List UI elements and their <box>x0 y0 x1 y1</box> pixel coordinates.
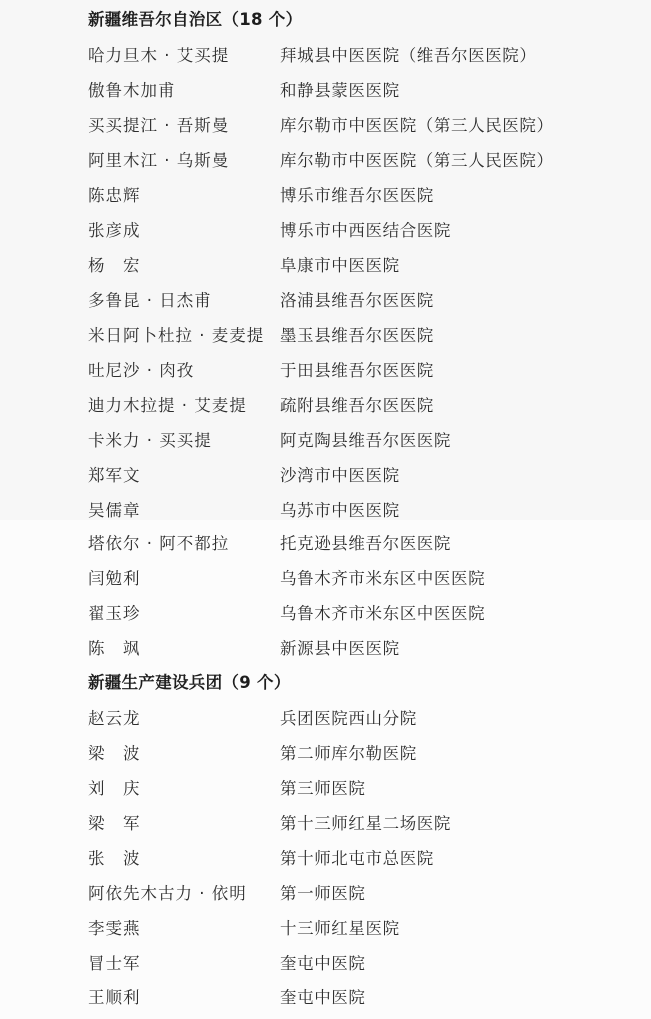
hospital-name: 第十师北屯市总医院 <box>280 849 434 868</box>
list-item <box>0 357 651 391</box>
hospital-name: 库尔勒市中医医院（第三人民医院） <box>280 151 554 170</box>
list-item <box>0 147 651 181</box>
doctor-name: 赵云龙 <box>88 709 141 728</box>
doctor-name: 阿依先木古力 · 依明 <box>88 884 247 903</box>
doctor-name: 哈力旦木 · 艾买提 <box>88 46 230 65</box>
hospital-name: 乌鲁木齐市米东区中医医院 <box>280 569 486 588</box>
hospital-name: 第一师医院 <box>280 884 366 903</box>
hospital-name: 于田县维吾尔医医院 <box>280 361 434 380</box>
doctor-name: 买买提江 · 吾斯曼 <box>88 116 230 135</box>
doctor-name: 卡米力 · 买买提 <box>88 431 212 450</box>
hospital-name: 第十三师红星二场医院 <box>280 814 451 833</box>
section-title-xinjiang: 新疆维吾尔自治区（18 个） <box>88 10 303 29</box>
list-item <box>0 77 651 111</box>
doctor-name: 陈忠辉 <box>88 186 141 205</box>
hospital-name: 第三师医院 <box>280 779 366 798</box>
hospital-name: 新源县中医医院 <box>280 639 400 658</box>
hospital-name: 奎屯中医院 <box>280 988 366 1007</box>
doctor-name: 翟玉珍 <box>88 604 141 623</box>
hospital-name: 乌鲁木齐市米东区中医医院 <box>280 604 486 623</box>
doctor-name: 李雯燕 <box>88 919 141 938</box>
list-item <box>0 810 651 844</box>
list-item <box>0 915 651 949</box>
hospital-name: 第二师库尔勒医院 <box>280 744 417 763</box>
hospital-name: 墨玉县维吾尔医医院 <box>280 326 434 345</box>
doctor-name: 梁 波 <box>88 744 141 763</box>
doctor-name: 吴儒章 <box>88 501 141 520</box>
list-item <box>0 705 651 739</box>
doctor-name: 米日阿卜杜拉 · 麦麦提 <box>88 326 265 345</box>
section-title-bingtuan: 新疆生产建设兵团（9 个） <box>88 673 291 692</box>
list-item <box>0 462 651 496</box>
list-item <box>0 217 651 251</box>
list-item <box>0 984 651 1018</box>
list-item <box>0 322 651 356</box>
hospital-name: 洛浦县维吾尔医医院 <box>280 291 434 310</box>
doctor-name: 杨 宏 <box>88 256 141 275</box>
list-item <box>0 600 651 634</box>
doctor-name: 闫勉利 <box>88 569 141 588</box>
hospital-name: 阿克陶县维吾尔医医院 <box>280 431 451 450</box>
doctor-name: 刘 庆 <box>88 779 141 798</box>
list-item <box>0 740 651 774</box>
hospital-name: 兵团医院西山分院 <box>280 709 417 728</box>
doctor-name: 阿里木江 · 乌斯曼 <box>88 151 230 170</box>
hospital-name: 十三师红星医院 <box>280 919 400 938</box>
doctor-name: 王顺利 <box>88 988 141 1007</box>
doctor-name: 傲鲁木加甫 <box>88 81 176 100</box>
list-item <box>0 497 651 531</box>
doctor-name: 冒士军 <box>88 954 141 973</box>
doctor-name: 陈 飒 <box>88 639 141 658</box>
hospital-name: 博乐市中西医结合医院 <box>280 221 451 240</box>
list-item <box>0 845 651 879</box>
list-item <box>0 42 651 76</box>
hospital-name: 博乐市维吾尔医医院 <box>280 186 434 205</box>
list-item <box>0 880 651 914</box>
hospital-name: 疏附县维吾尔医医院 <box>280 396 434 415</box>
list-item <box>0 112 651 146</box>
doctor-name: 塔依尔 · 阿不都拉 <box>88 534 230 553</box>
doctor-name: 迪力木拉提 · 艾麦提 <box>88 396 247 415</box>
list-item <box>0 287 651 321</box>
hospital-name: 拜城县中医医院（维吾尔医医院） <box>280 46 537 65</box>
hospital-name: 托克逊县维吾尔医医院 <box>280 534 451 553</box>
list-item <box>0 950 651 984</box>
list-item <box>0 182 651 216</box>
list-item <box>0 635 651 669</box>
list-item <box>0 392 651 426</box>
hospital-name: 奎屯中医院 <box>280 954 366 973</box>
list-item <box>0 565 651 599</box>
list-item <box>0 427 651 461</box>
hospital-name: 和静县蒙医医院 <box>280 81 400 100</box>
hospital-name: 乌苏市中医医院 <box>280 501 400 520</box>
doctor-name: 张彦成 <box>88 221 141 240</box>
hospital-name: 库尔勒市中医医院（第三人民医院） <box>280 116 554 135</box>
doctor-name: 梁 军 <box>88 814 141 833</box>
hospital-name: 沙湾市中医医院 <box>280 466 400 485</box>
list-item <box>0 775 651 809</box>
doctor-name: 吐尼沙 · 肉孜 <box>88 361 195 380</box>
list-item <box>0 252 651 286</box>
doctor-name: 郑军文 <box>88 466 141 485</box>
list-item <box>0 530 651 564</box>
hospital-name: 阜康市中医医院 <box>280 256 400 275</box>
doctor-name: 多鲁昆 · 日杰甫 <box>88 291 212 310</box>
doctor-name: 张 波 <box>88 849 141 868</box>
